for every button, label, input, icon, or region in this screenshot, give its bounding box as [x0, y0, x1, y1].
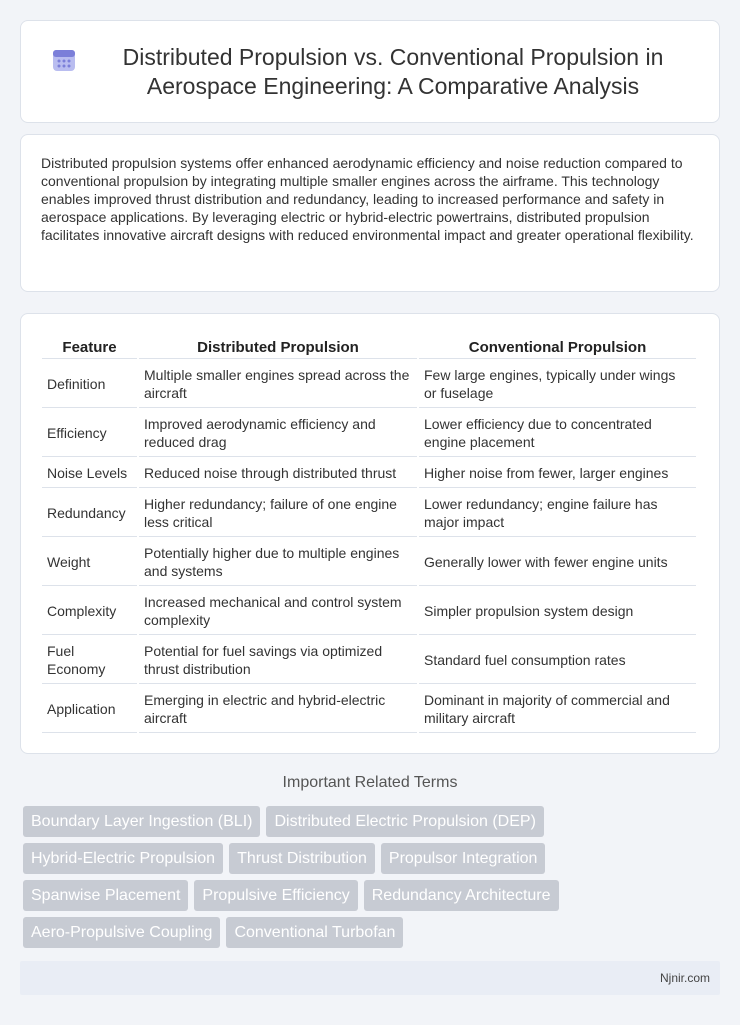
table-row — [42, 539, 696, 586]
title-wrap — [51, 43, 689, 101]
feature-cell: Fuel Economy — [42, 637, 137, 684]
table-row — [42, 588, 696, 635]
conventional-cell: Higher noise from fewer, larger engines — [419, 459, 696, 488]
distributed-cell: Reduced noise through distributed thrust — [139, 459, 417, 488]
term-tag[interactable]: Propulsor Integration — [381, 843, 546, 874]
term-tag[interactable]: Distributed Electric Propulsion (DEP) — [266, 806, 543, 837]
column-header-feature: Feature — [42, 336, 137, 359]
related-terms-list — [23, 806, 723, 954]
conventional-cell: Dominant in majority of commercial and military aircraft — [419, 686, 696, 733]
term-tag[interactable]: Propulsive Efficiency — [194, 880, 357, 911]
comparison-table-card — [20, 313, 720, 754]
feature-cell: Efficiency — [42, 410, 137, 457]
distributed-cell: Increased mechanical and control system complexity — [139, 588, 417, 635]
distributed-cell: Emerging in electric and hybrid-electric aircraft — [139, 686, 417, 733]
term-tag[interactable]: Thrust Distribution — [229, 843, 375, 874]
intro-card — [20, 134, 720, 292]
column-header-conventional: Conventional Propulsion — [419, 336, 696, 359]
page-title: Distributed Propulsion vs. Conventional Propulsion in Aerospace Engineering: A Comparative Analysis — [122, 43, 664, 99]
intro-paragraph: Distributed propulsion systems offer enhanced aerodynamic efficiency and noise reduction compared to conventional propulsion by integrating multiple smaller engines across the airframe. This technology enables improved thrust distribution and redundancy, leading to increased performance and safety in aerospace applications. By leveraging electric or hybrid-electric powertrains, distributed propulsion facilitates innovative aircraft designs with reduced environmental impact and greater operational flexibility. — [41, 155, 694, 243]
footer-source[interactable]: Njnir.com — [659, 971, 710, 985]
conventional-cell: Lower efficiency due to concentrated engine placement — [419, 410, 696, 457]
table-header-row — [42, 336, 696, 359]
conventional-cell: Standard fuel consumption rates — [419, 637, 696, 684]
feature-cell: Noise Levels — [42, 459, 137, 488]
distributed-cell: Potentially higher due to multiple engines and systems — [139, 539, 417, 586]
column-header-distributed: Distributed Propulsion — [139, 336, 417, 359]
distributed-cell: Higher redundancy; failure of one engine less critical — [139, 490, 417, 537]
calendar-icon — [51, 47, 77, 73]
conventional-cell: Generally lower with fewer engine units — [419, 539, 696, 586]
term-tag[interactable]: Boundary Layer Ingestion (BLI) — [23, 806, 260, 837]
term-tag[interactable]: Hybrid-Electric Propulsion — [23, 843, 223, 874]
comparison-table — [40, 334, 698, 735]
feature-cell: Complexity — [42, 588, 137, 635]
table-row — [42, 459, 696, 488]
conventional-cell: Lower redundancy; engine failure has major impact — [419, 490, 696, 537]
conventional-cell: Simpler propulsion system design — [419, 588, 696, 635]
feature-cell: Definition — [42, 361, 137, 408]
distributed-cell: Potential for fuel savings via optimized thrust distribution — [139, 637, 417, 684]
term-tag[interactable]: Spanwise Placement — [23, 880, 188, 911]
table-row — [42, 637, 696, 684]
table-row — [42, 490, 696, 537]
related-terms-heading: Important Related Terms — [282, 774, 458, 791]
table-row — [42, 686, 696, 733]
term-tag[interactable]: Redundancy Architecture — [364, 880, 559, 911]
distributed-cell: Improved aerodynamic efficiency and reduced drag — [139, 410, 417, 457]
term-tag[interactable]: Aero-Propulsive Coupling — [23, 917, 220, 948]
term-tag[interactable]: Conventional Turbofan — [226, 917, 403, 948]
conventional-cell: Few large engines, typically under wings or fuselage — [419, 361, 696, 408]
feature-cell: Redundancy — [42, 490, 137, 537]
feature-cell: Weight — [42, 539, 137, 586]
footer — [20, 961, 720, 995]
feature-cell: Application — [42, 686, 137, 733]
table-row — [42, 361, 696, 408]
distributed-cell: Multiple smaller engines spread across the aircraft — [139, 361, 417, 408]
table-row — [42, 410, 696, 457]
title-card — [20, 20, 720, 123]
